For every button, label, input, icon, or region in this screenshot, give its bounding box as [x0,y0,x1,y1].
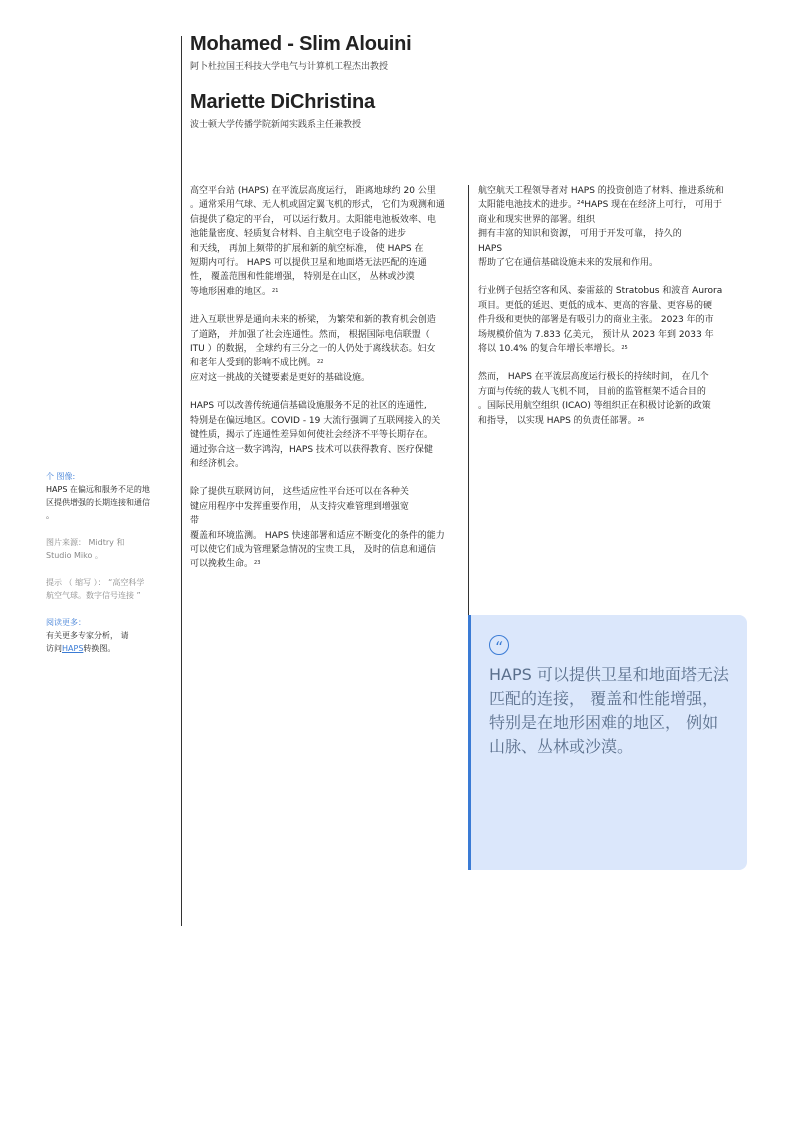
pull-quote-box [468,615,747,870]
haps-link[interactable]: HAPS [62,644,84,653]
footnote-ref[interactable]: 26 [637,416,645,423]
text-line: 进入互联世界是通向未来的桥梁， 为繁荣和新的教育机会创造 [190,315,436,326]
body-column-left [190,184,462,586]
body-paragraph [478,370,743,428]
text-line: 短期内可行。 HAPS 可以提供卫星和地面塔无法匹配的连通 [190,258,427,269]
text-line: 。通常采用气球、无人机或固定翼飞机的形式， 它们为观测和通 [190,200,445,211]
text-line: HAPS [478,243,503,254]
footnote-ref[interactable]: 22 [317,359,324,366]
text-line: 然而， HAPS 在平流层高度运行极长的持续时间， 在几个 [478,372,709,383]
text-line: 拥有丰富的知识和资源， 可用于开发可靠， 持久的 [478,229,682,240]
body-paragraph [478,284,743,356]
read-more [46,616,170,655]
pull-quote-line: 山脉、丛林或沙漠。 [489,737,634,756]
text-line: 通过弥合这一数字鸿沟，HAPS 技术可以获得教育、医疗保健 [190,444,433,455]
left-column-rule [181,36,182,926]
author-role-1: 阿卜杜拉国王科技大学电气与计算机工程杰出教授 [190,62,389,72]
read-more-prefix: 访问 [46,644,62,653]
text-line: 应对这一挑战的关键要素是更好的基础设施。 [190,372,371,383]
sidebar [46,470,170,669]
source-line: Studio Miko 。 [46,551,103,560]
caption-line: 区提供增强的长期连接和通信 [46,498,150,507]
footnote-ref[interactable]: 21 [272,287,279,294]
text-line: 帮助了它在通信基础设施未来的发展和作用。 [478,258,659,269]
text-line: 特别是在偏远地区。COVID - 19 大流行强调了互联网接入的关 [190,415,441,426]
text-line: 可以使它们成为管理紧急情况的宝贵工具， 及时的信息和通信 [190,544,436,555]
body-paragraph [190,485,462,571]
author-name-1: Mohamed - Slim Alouini [190,33,412,55]
body-paragraph [190,184,462,299]
text-line: 键应用程序中发挥重要作用， 从支持灾难管理到增强宽 [190,501,409,512]
source-line: 图片来源： Midtry 和 [46,538,125,547]
text-line [190,557,462,571]
caption-line: HAPS 在偏远和服务不足的地 [46,485,150,494]
text-line: 性， 覆盖范围和性能增强， 特别是在山区， 丛林或沙漠 [190,272,415,283]
read-more-line: 有关更多专家分析， 请 [46,631,129,640]
read-more-label: 阅读更多： [46,618,86,627]
text-line [190,285,462,299]
text-line [190,356,462,370]
text-line-content: 可以挽救生命。 [190,559,254,570]
text-line: 带 [190,516,200,527]
body-column-right [478,184,743,442]
pull-quote-line: 特别是在地形困难的地区， 例如 [489,713,719,732]
caption-label: 个 图像: [46,472,76,481]
text-line-content: 等地形困难的地区。 [190,286,272,297]
text-line: 件升级和更快的部署是有吸引力的商业主张。 2023 年的市 [478,315,714,326]
text-line: 信提供了稳定的平台， 可以运行数月。太阳能电池板效率、电 [190,214,436,225]
body-paragraph [478,184,743,270]
text-line: 方面与传统的载人飞机不同， 目前的监管框架不适合目的 [478,386,706,397]
footnote-ref[interactable]: 23 [254,560,261,567]
quote-icon: “ [489,635,509,655]
read-more-suffix: 转换图。 [83,644,116,653]
text-line: 项目。更低的延迟、更低的成本、更高的容量、更容易的硬 [478,300,713,311]
text-line [478,414,743,428]
text-line: 键性质，揭示了连通性差异如何使社会经济不平等长期存在。 [190,430,434,441]
pull-quote-line: HAPS 可以提供卫星和地面塔无法 [489,665,729,684]
text-line-content: 和指导， 以实现 HAPS 的负责任部署。 [478,415,637,426]
image-caption [46,470,170,522]
pull-quote-line: 匹配的连接， 覆盖和性能增强， [489,689,719,708]
caption-line: 。 [46,511,54,520]
text-line: 覆盖和环境监测。 HAPS 快速部署和适应不断变化的条件的能力 [190,530,445,541]
text-line: 除了提供互联网访问， 这些适应性平台还可以在各种关 [190,487,409,498]
text-line: 商业和现实世界的部署。组织 [478,214,596,225]
footnote-ref[interactable]: 25 [621,345,628,352]
text-line: 高空平台站 (HAPS) 在平流层高度运行， 距离地球约 20 公里 [190,186,436,196]
text-line: HAPS 可以改善传统通信基础设施服务不足的社区的连通性, [190,401,427,412]
text-line [478,342,743,356]
author-name-2: Mariette DiChristina [190,91,375,113]
text-line-content: 和老年人受到的影响不成比例。 [190,358,317,369]
author-role-2: 波士顿大学传播学院新闻实践系主任兼教授 [190,120,362,130]
text-line: 和天线， 再加上频带的扩展和新的航空标准， 使 HAPS 在 [190,243,424,254]
hint-line: 提示 （ 缩写 ）： “高空科学 [46,578,145,587]
text-line: 场规模价值为 7.833 亿美元， 预计从 2023 年到 2033 年 [478,329,714,340]
text-line: 池能量密度、轻质复合材料、自主航空电子设备的进步 [190,229,407,240]
read-more-line-2 [46,642,170,655]
body-paragraph [190,399,462,471]
image-prompt [46,576,170,602]
text-line: ITU ）的数据， 全球约有三分之一的人仍处于离线状态。妇女 [190,344,436,355]
hint-line: 航空气球。数字信号连接 ” [46,591,141,600]
body-paragraph [190,313,462,385]
text-line-content: 将以 10.4% 的复合年增长率增长。 [478,344,621,355]
text-line: 行业例子包括空客和风、泰雷兹的 Stratobus 和波音 Aurora [478,286,723,297]
text-line: 。国际民用航空组织 (ICAO) 等组织正在积极讨论新的政策 [478,401,711,412]
pull-quote-text [489,663,739,759]
text-line: 航空航天工程领导者对 HAPS 的投资创造了材料、推进系统和 [478,186,724,196]
text-line: 和经济机会。 [190,458,245,469]
image-source [46,536,170,562]
text-line: 太阳能电池技术的进步。²⁴HAPS 现在在经济上可行， 可用于 [478,200,723,211]
text-line: 了道路， 并加强了社会连通性。然而， 根据国际电信联盟（ [190,329,430,340]
